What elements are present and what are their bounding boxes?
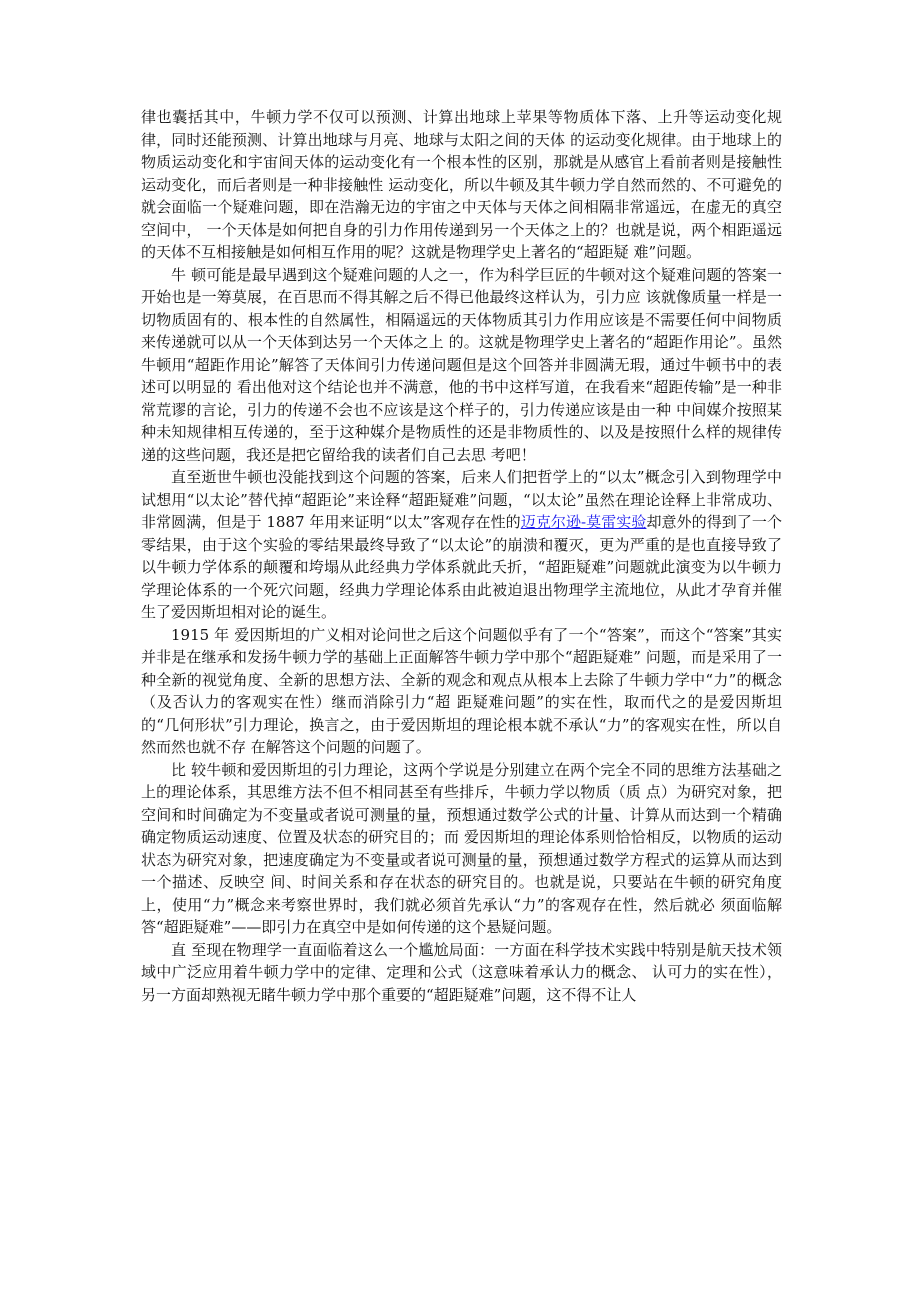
paragraph-5: 比 较牛顿和爱因斯坦的引力理论，这两个学说是分别建立在两个完全不同的思维方法基础之上的理论体系，其思维方法不但不相同甚至有些排斥，牛顿力学以物质（质 点）为研究对象，把空间和时间确定为不变量或者说可测量的量，预想通过数学公式的计量、计算从而达到一个精确确定物质运动速度、位置及状态的研究目的；而 爱因斯坦的理论体系则恰恰相反，以物质的运动状态为研究对象，把速度确定为不变量或者说可测量的量，预想通过数学方程式的运算从而达到一个描述、反映空 间、时间关系和存在状态的研究目的。也就是说，只要站在牛顿的研究角度上，使用“力”概念来考察世界时，我们就必须首先承认“力”的客观存在性，然后就必 须面临解答“超距疑难”——即引力在真空中是如何传递的这个悬疑问题。 — [141, 760, 782, 936]
paragraph-3-text-before: 直至逝世牛顿也没能找到这个问题的答案，后来人们把哲学上的“以太”概念引入到物理学中试想用“以太论”替代掉“超距论”来诠释“超距疑难”问题，“以太论”虽然在理论诠释上非常成功、非常圆满，但是于 1887 年用来证明“以太”客观存在性的 — [141, 468, 782, 531]
paragraph-4: 1915 年 爱因斯坦的广义相对论问世之后这个问题似乎有了一个“答案”，而这个“答案”其实并非是在继承和发扬牛顿力学的基础上正面解答牛顿力学中那个“超距疑难” 问题，而是采用了一种全新的视觉角度、全新的思想方法、全新的观念和观点从根本上去除了牛顿力学中“力”的概念（及否认力的客观实在性）继而消除引力“超 距疑难问题”的实在性，取而代之的是爱因斯坦的“几何形状”引力理论，换言之，由于爱因斯坦的理论根本就不承认“力”的客观实在性，所以自然而然也就不存 在解答这个问题的问题了。 — [141, 625, 782, 756]
michelson-morley-experiment-link[interactable]: 迈克尔逊-莫雷实验 — [520, 513, 647, 531]
paragraph-3 — [141, 466, 782, 624]
document-page — [141, 106, 782, 1006]
paragraph-3-text-after: 却意外的得到了一个零结果，由于这个实验的零结果最终导致了“以太论”的崩溃和覆灭，更为严重的是也直接导致了以牛顿力学体系的颠覆和垮塌从此经典力学体系就此夭折，“超距疑难”问题就此演变为以牛顿力学理论体系的一个死穴问题，经典力学理论体系由此被迫退出物理学主流地位，从此才孕育并催生了爱因斯坦相对论的诞生。 — [141, 513, 782, 621]
paragraph-2: 牛 顿可能是最早遇到这个疑难问题的人之一，作为科学巨匠的牛顿对这个疑难问题的答案一开始也是一筹莫展，在百思而不得其解之后不得已他最终这样认为，引力应 该就像质量一样是一切物质固有的、根本性的自然属性，相隔遥远的天体物质其引力作用应该是不需要任何中间物质来传递就可以从一个天体到达另一个天体之上 的。这就是物理学史上著名的“超距作用论”。虽然牛顿用“超距作用论”解答了天体间引力传递问题但是这个回答并非圆满无瑕，通过牛顿书中的表述可以明显的 看出他对这个结论也并不满意，他的书中这样写道，在我看来“超距传输”是一种非常荒谬的言论，引力的传递不会也不应该是这个样子的，引力传递应该是由一种 中间媒介按照某种未知规律相互传递的，至于这种媒介是物质性的还是非物质性的、以及是按照什么样的规律传递的这些问题，我还是把它留给我的读者们自己去思 考吧！ — [141, 265, 782, 464]
paragraph-6: 直 至现在物理学一直面临着这么一个尴尬局面：一方面在科学技术实践中特别是航天技术领域中广泛应用着牛顿力学中的定律、定理和公式（这意味着承认力的概念、 认可力的实在性），另一方面却熟视无睹牛顿力学中那个重要的“超距疑难”问题，这不得不让人 — [141, 940, 782, 1004]
paragraph-1: 律也囊括其中，牛顿力学不仅可以预测、计算出地球上苹果等物质体下落、上升等运动变化规律，同时还能预测、计算出地球与月亮、地球与太阳之间的天体 的运动变化规律。由于地球上的物质运动变化和宇宙间天体的运动变化有一个根本性的区别，那就是从感官上看前者则是接触性运动变化，而后者则是一种非接触性 运动变化，所以牛顿及其牛顿力学自然而然的、不可避免的就会面临一个疑难问题，即在浩瀚无边的宇宙之中天体与天体之间相隔非常遥远，在虚无的真空空间中， 一个天体是如何把自身的引力作用传递到另一个天体之上的？也就是说，两个相距遥远的天体不互相接触是如何相互作用的呢？这就是物理学史上著名的“超距疑 难”问题。 — [141, 108, 782, 261]
